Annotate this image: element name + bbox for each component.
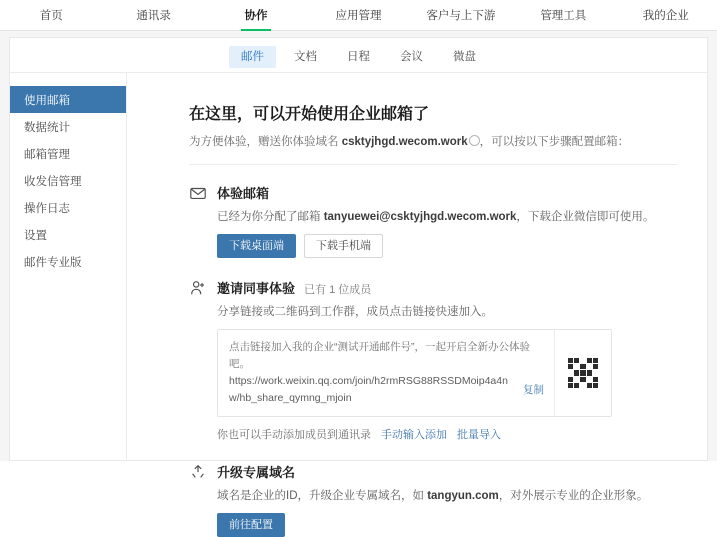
desc-prefix: 已经为你分配了邮箱 bbox=[217, 211, 324, 223]
example-domain: tangyun.com bbox=[427, 490, 499, 502]
manual-input-add-link[interactable]: 手动输入添加 bbox=[381, 429, 447, 441]
manual-add-row bbox=[217, 426, 677, 442]
qr-code-icon[interactable] bbox=[568, 358, 598, 388]
qr-code-cell[interactable] bbox=[554, 330, 611, 416]
download-button-row bbox=[217, 234, 677, 258]
sub-tabs bbox=[10, 38, 707, 73]
topnav-label: 客户与上下游 bbox=[426, 10, 496, 22]
topnav-item-contacts[interactable] bbox=[102, 0, 204, 30]
invite-share-box bbox=[217, 329, 612, 417]
trial-domain: csktyjhgd.wecom.work bbox=[341, 136, 468, 148]
go-configure-button[interactable]: 前往配置 bbox=[217, 513, 285, 537]
download-desktop-button[interactable]: 下载桌面端 bbox=[217, 234, 296, 258]
section-trial-mailbox bbox=[189, 183, 677, 258]
sidebar-item-mail-pro[interactable] bbox=[10, 248, 126, 275]
topnav-label: 协作 bbox=[244, 10, 268, 22]
sidebar-item-label: 邮箱管理 bbox=[24, 148, 70, 161]
sidebar-item-mailbox-management[interactable] bbox=[10, 140, 126, 167]
topnav-item-app-management[interactable] bbox=[307, 0, 409, 30]
sidebar-item-settings[interactable] bbox=[10, 221, 126, 248]
topnav-item-my-enterprise[interactable] bbox=[615, 0, 717, 30]
sidebar-item-use-mailbox[interactable] bbox=[10, 86, 126, 113]
sidebar-item-label: 使用邮箱 bbox=[24, 94, 70, 107]
section-header bbox=[217, 278, 677, 297]
desc-suffix: ，下载企业微信即可使用。 bbox=[516, 211, 655, 223]
sidebar-item-send-receive-management[interactable] bbox=[10, 167, 126, 194]
tab-label: 文档 bbox=[294, 51, 317, 63]
topnav-label: 管理工具 bbox=[540, 10, 587, 22]
topnav-item-admin-tools[interactable] bbox=[512, 0, 614, 30]
invite-url[interactable]: https://work.weixin.qq.com/join/h2rmRSG88RSSDMoip4a4nw/hb_share_qymng_mjoin bbox=[229, 375, 508, 404]
subtitle-prefix: 为方便体验，赠送你体验域名 bbox=[189, 136, 342, 148]
topnav-item-home[interactable] bbox=[0, 0, 102, 30]
top-navigation bbox=[0, 0, 717, 31]
desc-suffix: ，对外展示专业的企业形象。 bbox=[498, 490, 649, 502]
tab-mail[interactable] bbox=[229, 46, 276, 68]
tab-docs[interactable] bbox=[282, 46, 329, 68]
tab-label: 微盘 bbox=[453, 51, 476, 63]
invite-text-area bbox=[218, 330, 554, 416]
member-count: 已有 1 位成员 bbox=[304, 284, 372, 296]
page-title: 在这里，可以开始使用企业邮箱了 bbox=[189, 106, 430, 123]
person-add-icon bbox=[189, 279, 207, 297]
invite-message: 点击链接加入我的企业“测试开通邮件号”，一起开启全新办公体验吧。 bbox=[229, 341, 530, 370]
section-title: 邀请同事体验 bbox=[217, 281, 296, 296]
manual-add-text: 你也可以手动添加成员到通讯录 bbox=[217, 429, 371, 441]
sidebar-item-label: 设置 bbox=[24, 229, 47, 242]
tab-meeting[interactable] bbox=[388, 46, 435, 68]
mail-icon bbox=[189, 184, 207, 202]
page-subtitle bbox=[189, 134, 677, 150]
sidebar-item-label: 操作日志 bbox=[24, 202, 70, 215]
section-title: 升级专属域名 bbox=[217, 465, 296, 480]
download-mobile-button[interactable]: 下载手机端 bbox=[304, 234, 383, 258]
topnav-label: 通讯录 bbox=[136, 10, 171, 22]
domain-button-row bbox=[217, 513, 677, 537]
section-description bbox=[217, 209, 677, 225]
section-description bbox=[217, 488, 677, 504]
section-header bbox=[217, 462, 677, 481]
content-panel bbox=[9, 37, 708, 531]
main-content bbox=[127, 73, 707, 531]
sidebar-item-operation-log[interactable] bbox=[10, 194, 126, 221]
copy-link-button[interactable]: 复制 bbox=[523, 383, 544, 396]
tab-label: 邮件 bbox=[241, 51, 264, 63]
topnav-item-collaboration[interactable] bbox=[205, 0, 307, 30]
panel-body bbox=[10, 73, 707, 531]
desc-prefix: 域名是企业的ID，升级企业专属域名，如 bbox=[217, 490, 428, 502]
section-upgrade-domain bbox=[189, 462, 677, 537]
batch-import-link[interactable]: 批量导入 bbox=[457, 429, 501, 441]
tab-calendar[interactable] bbox=[335, 46, 382, 68]
topnav-label: 首页 bbox=[39, 10, 63, 22]
invite-link-row bbox=[229, 373, 544, 407]
sidebar bbox=[10, 73, 127, 460]
upgrade-domain-icon bbox=[189, 463, 207, 481]
topnav-label: 应用管理 bbox=[335, 10, 382, 22]
divider bbox=[189, 164, 677, 165]
tab-label: 会议 bbox=[400, 51, 423, 63]
subtitle-suffix: ，可以按以下步骤配置邮箱： bbox=[479, 136, 630, 148]
sidebar-item-statistics[interactable] bbox=[10, 113, 126, 140]
info-circle-icon[interactable] bbox=[469, 135, 480, 146]
section-header bbox=[217, 183, 677, 202]
tab-drive[interactable] bbox=[441, 46, 488, 68]
section-title: 体验邮箱 bbox=[217, 186, 270, 201]
section-invite-colleagues bbox=[189, 278, 677, 442]
sidebar-item-label: 数据统计 bbox=[24, 121, 70, 134]
sidebar-item-label: 收发信管理 bbox=[24, 175, 82, 188]
section-description: 分享链接或二维码到工作群，成员点击链接快速加入。 bbox=[217, 306, 493, 318]
assigned-mail-address: tanyuewei@csktyjhgd.wecom.work bbox=[323, 211, 517, 223]
topnav-item-customers[interactable] bbox=[410, 0, 512, 30]
sidebar-item-label: 邮件专业版 bbox=[24, 256, 82, 269]
topnav-label: 我的企业 bbox=[642, 10, 689, 22]
tab-label: 日程 bbox=[347, 51, 370, 63]
